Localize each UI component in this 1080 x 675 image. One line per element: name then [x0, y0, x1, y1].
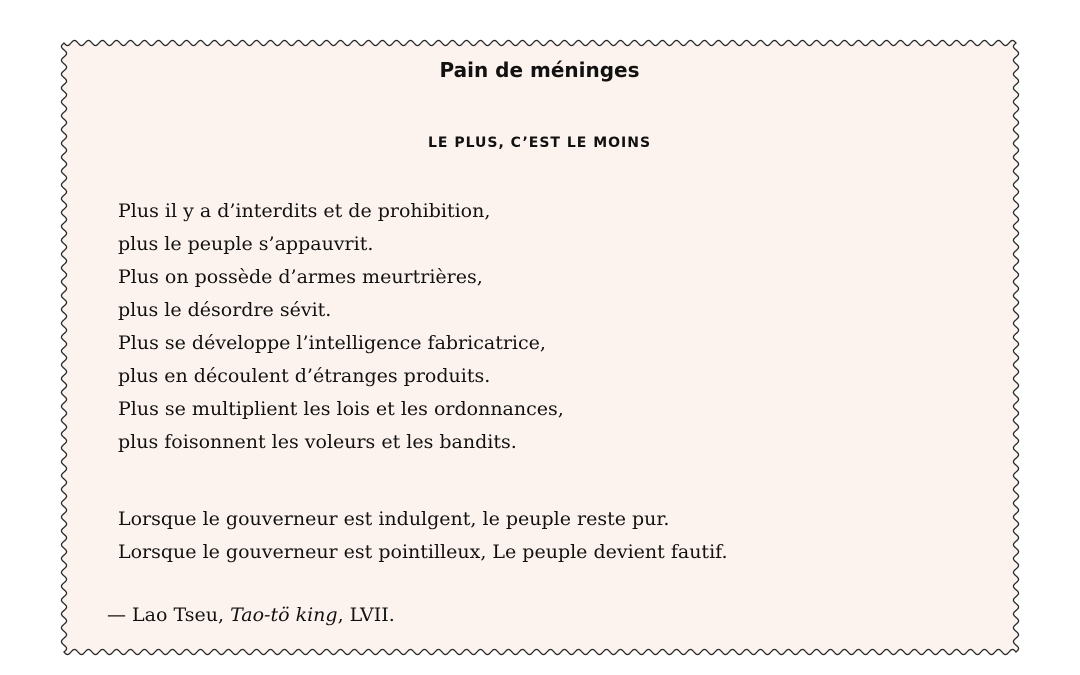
attribution-suffix: , LVII.: [337, 604, 395, 626]
poem-line: plus foisonnent les voleurs et les bandits.: [118, 431, 517, 453]
poem-line: plus le désordre sévit.: [118, 299, 332, 321]
poem-line: plus le peuple s’appauvrit.: [118, 233, 374, 255]
poem-line: Plus on possède d’armes meurtrières,: [118, 266, 483, 288]
attribution-prefix: — Lao Tseu,: [107, 604, 231, 626]
poem-stanza-2: [118, 503, 728, 569]
poem-line: Plus il y a d’interdits et de prohibition,: [118, 200, 491, 222]
attribution-work-title: Tao-tö king: [230, 604, 338, 626]
poem-line: Lorsque le gouverneur est pointilleux, Le peuple devient fautif.: [118, 541, 728, 563]
poem-stanza-1: [118, 195, 564, 459]
poem-line: plus en découlent d’étranges produits.: [118, 365, 491, 387]
poem-line: Plus se développe l’intelligence fabricatrice,: [118, 332, 546, 354]
poem-line: Lorsque le gouverneur est indulgent, le peuple reste pur.: [118, 508, 670, 530]
box-title: Pain de méninges: [439, 58, 640, 82]
poem-line: Plus se multiplient les lois et les ordonnances,: [118, 398, 564, 420]
box-subtitle: LE PLUS, C’EST LE MOINS: [427, 135, 652, 151]
attribution: [107, 604, 395, 626]
